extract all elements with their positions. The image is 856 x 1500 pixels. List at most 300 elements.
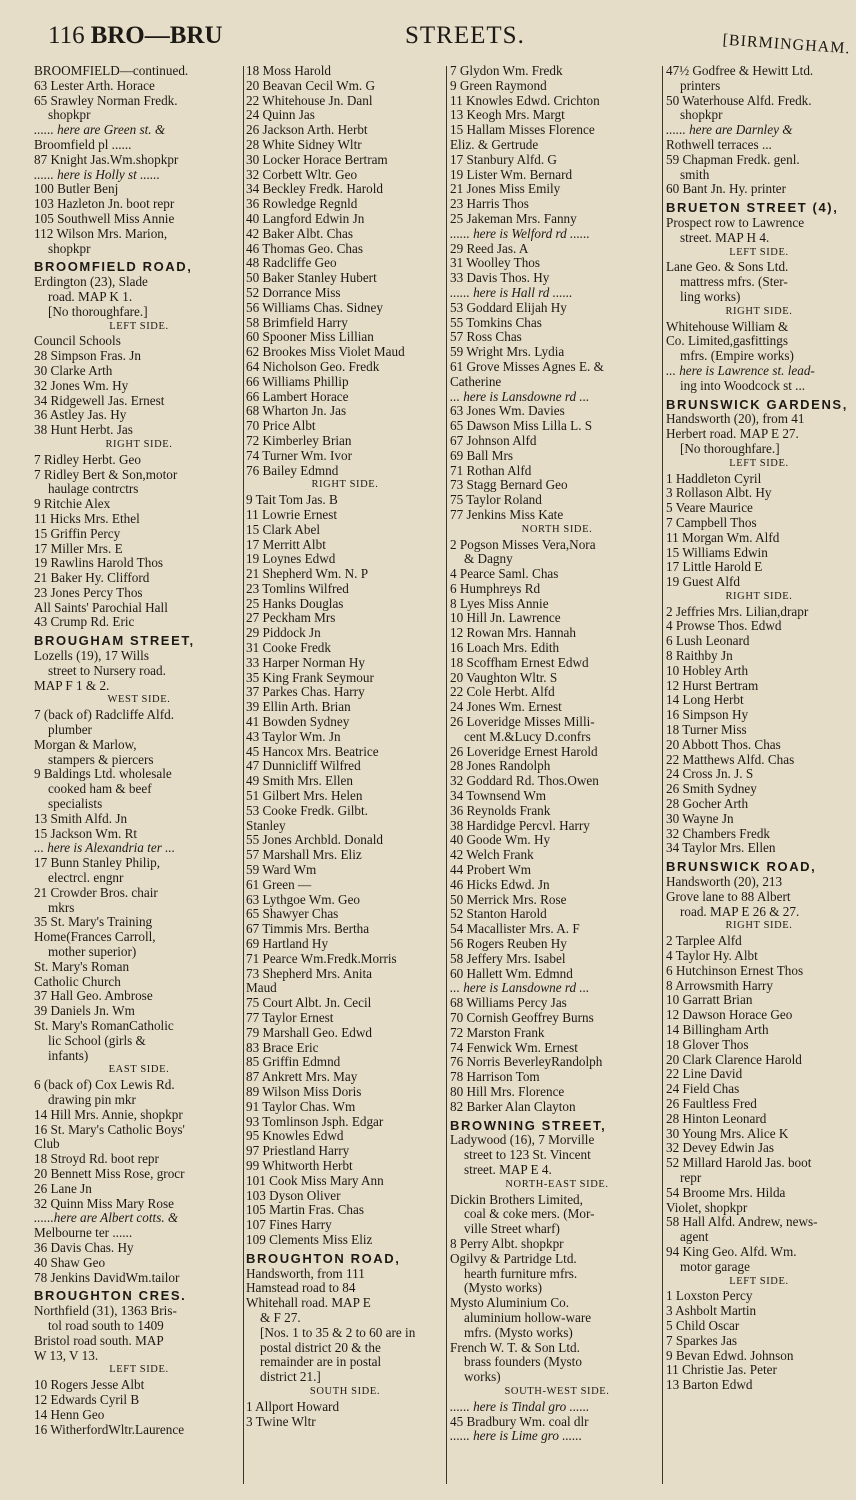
- directory-entry: 32 Quinn Miss Mary Rose: [34, 1196, 174, 1211]
- entry-continuation: ville Street wharf): [464, 1222, 560, 1237]
- directory-entry: 32 Chambers Fredk: [666, 826, 771, 841]
- directory-entry: 40 Shaw Geo: [34, 1255, 106, 1270]
- directory-entry: 32 Devey Edwin Jas: [666, 1141, 775, 1156]
- side-label: NORTH-EAST SIDE.: [505, 1178, 609, 1190]
- directory-entry: 34 Taylor Mrs. Ellen: [666, 841, 776, 856]
- directory-entry: W 13, V 13.: [34, 1348, 99, 1363]
- directory-entry: 50 Baker Stanley Hubert: [246, 271, 377, 286]
- page-number: 116: [48, 22, 85, 49]
- directory-entry: 56 Williams Chas. Sidney: [246, 300, 383, 315]
- directory-entry: 72 Marston Frank: [450, 1025, 545, 1040]
- directory-entry: 22 Cole Herbt. Alfd: [450, 685, 555, 700]
- directory-entry: 15 Hallam Misses Florence: [450, 123, 595, 138]
- entry-continuation: mother superior): [48, 945, 137, 960]
- column-1: [34, 64, 244, 1437]
- entry-continuation: shopkpr: [48, 241, 91, 256]
- directory-entry: 44 Probert Wm: [450, 863, 532, 878]
- directory-entry: 25 Hanks Douglas: [246, 596, 344, 611]
- directory-entry: 1 Loxston Percy: [666, 1289, 753, 1304]
- directory-entry: 50 Merrick Mrs. Rose: [450, 892, 567, 907]
- directory-entry: Hamstead road to 84: [246, 1281, 356, 1296]
- directory-entry: 89 Wilson Miss Doris: [246, 1084, 362, 1099]
- side-label: LEFT SIDE.: [729, 246, 789, 258]
- directory-entry: Melbourne ter ......: [34, 1226, 133, 1241]
- directory-entry: 65 Shawyer Chas: [246, 907, 339, 922]
- directory-entry: 20 Vaughton Wltr. S: [450, 670, 558, 685]
- directory-entry: 103 Hazleton Jn. boot repr: [34, 197, 175, 212]
- street-heading: BRUETON STREET (4),: [666, 201, 839, 216]
- directory-entry: 3 Ashbolt Martin: [666, 1304, 757, 1319]
- directory-entry: 8 Lyes Miss Annie: [450, 596, 549, 611]
- directory-entry: 6 Lush Leonard: [666, 634, 750, 649]
- directory-entry: Morgan & Marlow,: [34, 737, 137, 752]
- entry-continuation: electrcl. engnr: [48, 871, 124, 886]
- directory-entry: 46 Thomas Geo. Chas: [246, 241, 363, 256]
- directory-entry: 8 Arrowsmith Harry: [666, 978, 773, 993]
- directory-entry: Eliz. & Gertrude: [450, 137, 539, 152]
- directory-entry: All Saints' Parochial Hall: [34, 600, 168, 615]
- directory-entry: 15 Griffin Percy: [34, 526, 121, 541]
- directory-entry: 77 Taylor Ernest: [246, 1011, 334, 1025]
- directory-entry: 58 Brimfield Harry: [246, 315, 348, 330]
- directory-entry: 73 Shepherd Mrs. Anita: [246, 966, 373, 981]
- street-heading: BROOMFIELD ROAD,: [34, 260, 193, 275]
- cross-street-note: ...... here is Tindal gro ......: [450, 1399, 590, 1414]
- directory-entry: 17 Stanbury Alfd. G: [450, 152, 557, 167]
- directory-entry: 32 Corbett Wltr. Geo: [246, 167, 358, 182]
- directory-entry: 66 Williams Phillip: [246, 374, 349, 389]
- directory-entry: 22 Whitehouse Jn. Danl: [246, 93, 373, 108]
- directory-entry: 16 Loach Mrs. Edith: [450, 641, 560, 656]
- directory-entry: 11 Christie Jas. Peter: [666, 1363, 777, 1378]
- directory-entry: 70 Price Albt: [246, 419, 316, 434]
- directory-entry: 37 Parkes Chas. Harry: [246, 685, 365, 700]
- directory-entry: 18 Moss Harold: [246, 64, 331, 78]
- directory-entry: 7 (back of) Radcliffe Alfd.: [34, 708, 175, 723]
- directory-entry: 17 Bunn Stanley Philip,: [34, 856, 161, 871]
- directory-entry: 18 Scoffham Ernest Edwd: [450, 655, 589, 670]
- directory-entry: 2 Pogson Misses Vera,Nora: [450, 537, 596, 552]
- directory-entry: 63 Lythgoe Wm. Geo: [246, 892, 361, 907]
- directory-entry: 7 Sparkes Jas: [666, 1333, 738, 1348]
- directory-entry: 23 Tomlins Wilfred: [246, 581, 349, 596]
- directory-entry: 13 Keogh Mrs. Margt: [450, 108, 565, 123]
- directory-entry: 4 Prowse Thos. Edwd: [666, 619, 782, 634]
- directory-entry: Dickin Brothers Limited,: [450, 1192, 583, 1207]
- directory-entry: 31 Cooke Fredk: [246, 641, 331, 656]
- directory-entry: Mysto Aluminium Co.: [450, 1296, 570, 1311]
- directory-entry: Violet, shopkpr: [666, 1200, 748, 1215]
- directory-entry: 38 Hardidge Percvl. Harry: [450, 818, 590, 833]
- directory-entry: 14 Hill Mrs. Annie, shopkpr: [34, 1107, 183, 1122]
- column-4: [666, 64, 852, 1393]
- directory-entry: 9 Green Raymond: [450, 78, 547, 93]
- directory-entry: 35 St. Mary's Training: [34, 915, 153, 930]
- directory-entry: Catherine: [450, 374, 502, 389]
- directory-entry: 7 Ridley Herbt. Geo: [34, 452, 141, 467]
- directory-entry: 29 Reed Jas. A: [450, 241, 529, 256]
- directory-entry: 29 Piddock Jn: [246, 626, 321, 641]
- directory-entry: 37 Hall Geo. Ambrose: [34, 989, 153, 1004]
- directory-entry: 36 Astley Jas. Hy: [34, 408, 127, 423]
- entry-continuation: coal & coke mers. (Mor-: [464, 1207, 595, 1222]
- entry-continuation: drawing pin mkr: [48, 1092, 136, 1107]
- directory-entry: 5 Child Oscar: [666, 1318, 740, 1333]
- directory-entry: 75 Court Albt. Jn. Cecil: [246, 996, 372, 1011]
- directory-entry: Handsworth (20), 213: [666, 875, 783, 890]
- directory-entry: 42 Welch Frank: [450, 848, 534, 863]
- page-range: BRO—BRU: [90, 22, 223, 49]
- directory-entry: 54 Macallister Mrs. A. F: [450, 922, 580, 937]
- directory-entry: 78 Jenkins DavidWm.tailor: [34, 1270, 180, 1285]
- directory-entry: Whitehouse William &: [666, 319, 789, 334]
- directory-entry: 13 Barton Edwd: [666, 1378, 753, 1393]
- directory-entry: 55 Jones Archbld. Donald: [246, 833, 383, 848]
- directory-entry: 16 Simpson Hy: [666, 708, 749, 723]
- entry-continuation: brass founders (Mysto: [464, 1355, 582, 1370]
- directory-entry: 24 Quinn Jas: [246, 108, 315, 123]
- entry-continuation: postal district 20 & the: [260, 1340, 381, 1355]
- directory-entry: Grove lane to 88 Albert: [666, 889, 791, 904]
- directory-entry: 74 Turner Wm. Ivor: [246, 448, 352, 463]
- entry-continuation: aluminium hollow-ware: [464, 1310, 592, 1325]
- directory-entry: 58 Hall Alfd. Andrew, news-: [666, 1215, 818, 1230]
- directory-entry: 107 Fines Harry: [246, 1218, 332, 1233]
- entry-continuation: & Dagny: [464, 552, 513, 567]
- directory-entry: 32 Jones Wm. Hy: [34, 378, 129, 393]
- directory-entry: 25 Jakeman Mrs. Fanny: [450, 211, 577, 226]
- directory-entry: 59 Wright Mrs. Lydia: [450, 345, 565, 360]
- directory-entry: 18 Stroyd Rd. boot repr: [34, 1152, 159, 1167]
- directory-entry: 40 Goode Wm. Hy: [450, 833, 551, 848]
- entry-continuation: ling works): [680, 289, 741, 304]
- directory-entry: Club: [34, 1137, 60, 1152]
- directory-entry: 10 Rogers Jesse Albt: [34, 1378, 145, 1393]
- entry-continuation: haulage contrctrs: [48, 482, 139, 497]
- directory-entry: 12 Dawson Horace Geo: [666, 1008, 793, 1023]
- entry-continuation: mattress mfrs. (Ster-: [680, 275, 788, 290]
- cross-street-note: ... here is Lansdowne rd ...: [450, 389, 590, 404]
- directory-entry: Broomfield pl ......: [34, 137, 132, 152]
- directory-entry: 103 Dyson Oliver: [246, 1188, 341, 1203]
- directory-entry: 16 St. Mary's Catholic Boys': [34, 1122, 185, 1137]
- directory-entry: 40 Langford Edwin Jn: [246, 211, 365, 226]
- directory-entry: 53 Cooke Fredk. Gilbt.: [246, 803, 368, 818]
- directory-entry: 6 (back of) Cox Lewis Rd.: [34, 1078, 175, 1093]
- directory-entry: Lane Geo. & Sons Ltd.: [666, 260, 789, 275]
- directory-entry: 69 Ball Mrs: [450, 448, 514, 463]
- directory-entry: 13 Smith Alfd. Jn: [34, 811, 128, 826]
- entry-continuation: repr: [680, 1170, 702, 1185]
- directory-entry: 105 Martin Fras. Chas: [246, 1203, 364, 1218]
- directory-entry: 9 Bevan Edwd. Johnson: [666, 1348, 794, 1363]
- entry-continuation: street to Nursery road.: [48, 663, 166, 678]
- directory-entry: 49 Smith Mrs. Ellen: [246, 774, 353, 789]
- directory-entry: 43 Taylor Wm. Jn: [246, 729, 341, 744]
- cross-street-note: ...... here is Hall rd ......: [450, 285, 573, 300]
- cross-street-note: ...... here is Welford rd ......: [450, 226, 590, 241]
- entry-continuation: works): [464, 1370, 501, 1385]
- directory-entry: 30 Locker Horace Bertram: [246, 152, 388, 167]
- entry-continuation: agent: [680, 1230, 709, 1245]
- directory-entry: 17 Miller Mrs. E: [34, 541, 123, 556]
- street-heading: BROUGHTON ROAD,: [246, 1251, 401, 1266]
- directory-entry: 1 Haddleton Cyril: [666, 471, 762, 486]
- side-label: SOUTH-WEST SIDE.: [504, 1385, 610, 1397]
- directory-entry: 105 Southwell Miss Annie: [34, 211, 175, 226]
- entry-continuation: street. MAP E 4.: [464, 1162, 552, 1177]
- directory-entry: 101 Cook Miss Mary Ann: [246, 1173, 384, 1188]
- directory-entry: 32 Goddard Rd. Thos.Owen: [450, 774, 599, 789]
- directory-entry: 28 White Sidney Wltr: [246, 137, 362, 152]
- entry-continuation: & F 27.: [260, 1310, 301, 1325]
- directory-entry: 28 Simpson Fras. Jn: [34, 349, 141, 364]
- side-label: LEFT SIDE.: [729, 1275, 789, 1287]
- directory-entry: 36 Rowledge Regnld: [246, 197, 358, 212]
- directory-entry: Northfield (31), 1363 Bris-: [34, 1304, 177, 1319]
- directory-entry: 52 Millard Harold Jas. boot: [666, 1156, 812, 1171]
- directory-entry: Co. Limited,gasfittings: [666, 334, 788, 349]
- directory-entry: 34 Ridgewell Jas. Ernest: [34, 393, 165, 408]
- directory-entry: 12 Edwards Cyril B: [34, 1392, 140, 1407]
- directory-entry: 70 Cornish Geoffrey Burns: [450, 1011, 594, 1025]
- directory-entry: 6 Hutchinson Ernest Thos: [666, 963, 804, 978]
- directory-entry: 77 Jenkins Miss Kate: [450, 507, 564, 522]
- directory-entry: 14 Billingham Arth: [666, 1023, 769, 1037]
- directory-entry: 26 Loveridge Ernest Harold: [450, 744, 598, 759]
- directory-entry: 18 Turner Miss: [666, 723, 747, 738]
- directory-entry: 28 Hinton Leonard: [666, 1111, 767, 1126]
- directory-entry: St. Mary's Roman: [34, 959, 130, 974]
- directory-entry: 43 Crump Rd. Eric: [34, 615, 135, 630]
- directory-entry: 11 Morgan Wm. Alfd: [666, 530, 780, 545]
- directory-entry: 97 Priestland Harry: [246, 1144, 350, 1159]
- entry-continuation: remainder are in postal: [260, 1355, 382, 1370]
- side-label: LEFT SIDE.: [109, 1364, 169, 1376]
- side-label: SOUTH SIDE.: [309, 1385, 381, 1397]
- side-label: LEFT SIDE.: [729, 457, 789, 469]
- directory-entry: 35 King Frank Seymour: [246, 670, 374, 685]
- directory-entry: 58 Jeffery Mrs. Isabel: [450, 951, 566, 966]
- directory-entry: 68 Wharton Jn. Jas: [246, 404, 347, 419]
- directory-entry: 57 Marshall Mrs. Eliz: [246, 848, 362, 863]
- directory-entry: 65 Dawson Miss Lilla L. S: [450, 419, 593, 434]
- directory-entry: 19 Lister Wm. Bernard: [450, 167, 573, 182]
- directory-entry: 71 Pearce Wm.Fredk.Morris: [246, 951, 397, 966]
- directory-entry: 19 Loynes Edwd: [246, 552, 336, 567]
- directory-entry: 46 Hicks Edwd. Jn: [450, 877, 550, 892]
- directory-entry: 21 Shepherd Wm. N. P: [246, 567, 369, 582]
- directory-entry: 61 Grove Misses Agnes E. &: [450, 359, 604, 374]
- directory-entry: 95 Knowles Edwd: [246, 1129, 344, 1144]
- directory-entry: 10 Garratt Brian: [666, 993, 753, 1008]
- directory-entry: MAP F 1 & 2.: [34, 678, 110, 693]
- directory-entry: 18 Glover Thos: [666, 1037, 749, 1052]
- directory-entry: Bristol road south. MAP: [34, 1333, 164, 1348]
- entry-continuation: plumber: [48, 723, 92, 738]
- column-2: [246, 64, 444, 1429]
- directory-entry: 8 Perry Albt. shopkpr: [450, 1236, 564, 1251]
- directory-entry: 22 Line David: [666, 1067, 743, 1082]
- entry-continuation: shopkpr: [48, 108, 91, 123]
- entry-continuation: stampers & piercers: [48, 752, 154, 767]
- directory-entry: 5 Veare Maurice: [666, 501, 753, 516]
- directory-entry: 17 Little Harold E: [666, 560, 763, 575]
- directory-entry: 11 Hicks Mrs. Ethel: [34, 511, 140, 526]
- directory-entry: 4 Pearce Saml. Chas: [450, 567, 559, 582]
- directory-entry: Handsworth (20), from 41: [666, 412, 805, 427]
- column-rule: [446, 66, 447, 1484]
- directory-entry: 60 Spooner Miss Lillian: [246, 330, 374, 345]
- directory-entry: 14 Henn Geo: [34, 1407, 105, 1422]
- side-label: RIGHT SIDE.: [725, 590, 793, 602]
- directory-entry: 7 Ridley Bert & Son,motor: [34, 467, 178, 482]
- directory-entry: 67 Timmis Mrs. Bertha: [246, 922, 370, 937]
- directory-entry: 10 Hobley Arth: [666, 663, 749, 678]
- directory-entry: 34 Beckley Fredk. Harold: [246, 182, 383, 197]
- directory-entry: 17 Merritt Albt: [246, 537, 326, 552]
- directory-entry: 23 Jones Percy Thos: [34, 585, 143, 600]
- directory-entry: 12 Rowan Mrs. Hannah: [450, 626, 576, 641]
- entry-continuation: [Nos. 1 to 35 & 2 to 60 are in: [260, 1325, 416, 1340]
- directory-entry: 15 Jackson Wm. Rt: [34, 826, 138, 841]
- cross-street-note: ...... here are Darnley &: [666, 123, 793, 138]
- directory-entry: 74 Fenwick Wm. Ernest: [450, 1040, 578, 1055]
- directory-entry: Erdington (23), Slade: [34, 275, 148, 290]
- cross-street-note: ...... here are Green st. &: [34, 123, 166, 138]
- directory-entry: 94 King Geo. Alfd. Wm.: [666, 1244, 797, 1259]
- directory-entry: 8 Raithby Jn: [666, 649, 733, 664]
- side-label: NORTH SIDE.: [521, 523, 593, 535]
- directory-entry: 83 Brace Eric: [246, 1040, 319, 1055]
- entry-continuation: road. MAP K 1.: [48, 289, 133, 304]
- entry-continuation: hearth furniture mfrs.: [464, 1266, 578, 1281]
- directory-entry: 42 Baker Albt. Chas: [246, 226, 353, 241]
- directory-entry: 51 Gilbert Mrs. Helen: [246, 789, 363, 804]
- directory-entry: 2 Tarplee Alfd: [666, 934, 742, 949]
- entry-continuation: cent M.&Lucy D.confrs: [464, 729, 591, 744]
- directory-entry: 78 Harrison Tom: [450, 1070, 540, 1085]
- directory-entry: 76 Norris BeverleyRandolph: [450, 1055, 603, 1070]
- directory-entry: 99 Whitworth Herbt: [246, 1158, 353, 1173]
- directory-entry: French W. T. & Son Ltd.: [450, 1340, 580, 1355]
- directory-entry: 47½ Godfree & Hewitt Ltd.: [666, 64, 814, 78]
- directory-entry: 20 Beavan Cecil Wm. G: [246, 78, 376, 93]
- directory-entry: 38 Hunt Herbt. Jas: [34, 423, 133, 438]
- directory-entry: 57 Ross Chas: [450, 330, 522, 345]
- directory-entry: Handsworth, from 111: [246, 1266, 365, 1281]
- cross-street-note: ... here is Alexandria ter ...: [34, 841, 176, 856]
- directory-entry: 63 Lester Arth. Horace: [34, 78, 155, 93]
- cross-street-note: ...... here is Holly st ......: [34, 167, 160, 182]
- directory-entry: 63 Jones Wm. Davies: [450, 404, 565, 419]
- entry-continuation: shopkpr: [680, 108, 723, 123]
- cross-street-note: ... here is Lawrence st. lead-: [666, 363, 815, 378]
- entry-continuation: motor garage: [680, 1259, 750, 1274]
- directory-entry: 26 Smith Sydney: [666, 782, 757, 797]
- cross-street-note: ...... here is Lime gro ......: [450, 1429, 582, 1444]
- directory-entry: 9 Baldings Ltd. wholesale: [34, 767, 172, 782]
- page-header-left: [48, 22, 223, 54]
- entry-continuation: specialists: [48, 797, 103, 812]
- directory-entry: 80 Hill Mrs. Florence: [450, 1084, 565, 1099]
- entry-continuation: smith: [680, 167, 710, 182]
- directory-entry: 61 Green —: [246, 877, 312, 892]
- directory-entry: 87 Knight Jas.Wm.shopkpr: [34, 152, 179, 167]
- entry-continuation: street. MAP H 4.: [680, 230, 770, 245]
- directory-entry: 45 Bradbury Wm. coal dlr: [450, 1414, 589, 1429]
- directory-entry: 20 Abbott Thos. Chas: [666, 737, 781, 752]
- directory-entry: 109 Clements Miss Eliz: [246, 1232, 373, 1247]
- street-heading: BROUGHTON CRES.: [34, 1289, 187, 1304]
- entry-continuation: (Mysto works): [464, 1281, 543, 1296]
- street-heading: BROWNING STREET,: [450, 1118, 607, 1133]
- directory-entry: 9 Ritchie Alex: [34, 497, 111, 512]
- side-label: RIGHT SIDE.: [105, 438, 173, 450]
- directory-entry: 21 Baker Hy. Clifford: [34, 571, 150, 586]
- directory-entry: Herbert road. MAP E 27.: [666, 427, 799, 442]
- directory-entry: 47 Dunnicliff Wilfred: [246, 759, 361, 774]
- directory-entry: 11 Knowles Edwd. Crichton: [450, 93, 600, 108]
- directory-entry: Ladywood (16), 7 Morville: [450, 1133, 595, 1148]
- directory-entry: 54 Broome Mrs. Hilda: [666, 1185, 786, 1200]
- entry-continuation: mfrs. (Empire works): [680, 349, 794, 364]
- city-label: [BIRMINGHAM.: [722, 31, 851, 58]
- directory-entry: 21 Crowder Bros. chair: [34, 885, 158, 900]
- directory-entry: 62 Brookes Miss Violet Maud: [246, 345, 405, 360]
- directory-entry: 41 Bowden Sydney: [246, 715, 350, 730]
- directory-entry: 71 Rothan Alfd: [450, 463, 532, 478]
- directory-entry: 48 Radcliffe Geo: [246, 256, 337, 271]
- entry-continuation: mkrs: [48, 900, 75, 915]
- directory-entry: 112 Wilson Mrs. Marion,: [34, 226, 168, 241]
- side-label: RIGHT SIDE.: [311, 479, 379, 491]
- directory-entry: 65 Srawley Norman Fredk.: [34, 93, 178, 108]
- directory-entry: St. Mary's RomanCatholic: [34, 1019, 174, 1033]
- directory-entry: 69 Hartland Hy: [246, 937, 329, 952]
- directory-entry: Catholic Church: [34, 974, 121, 989]
- directory-entry: 36 Reynolds Frank: [450, 803, 551, 818]
- directory-entry: 26 Faultless Fred: [666, 1096, 757, 1111]
- directory-entry: Prospect row to Lawrence: [666, 215, 805, 230]
- side-label: LEFT SIDE.: [109, 320, 169, 332]
- directory-entry: 45 Hancox Mrs. Beatrice: [246, 744, 379, 759]
- entry-continuation: printers: [680, 78, 721, 93]
- directory-entry: 75 Taylor Roland: [450, 493, 542, 508]
- side-label: WEST SIDE.: [107, 694, 171, 706]
- directory-entry: 39 Daniels Jn. Wm: [34, 1004, 135, 1019]
- directory-entry: 100 Butler Benj: [34, 182, 119, 197]
- directory-entry: 55 Tomkins Chas: [450, 315, 542, 330]
- directory-entry: 66 Lambert Horace: [246, 389, 349, 404]
- side-label: RIGHT SIDE.: [725, 920, 793, 932]
- directory-entry: 34 Townsend Wm: [450, 789, 547, 804]
- directory-entry: 82 Barker Alan Clayton: [450, 1099, 576, 1114]
- directory-entry: 24 Jones Wm. Ernest: [450, 700, 562, 715]
- directory-entry: 11 Lowrie Ernest: [246, 507, 338, 522]
- directory-entry: 30 Clarke Arth: [34, 363, 113, 378]
- directory-entry: 20 Bennett Miss Rose, grocr: [34, 1166, 185, 1181]
- entry-continuation: cooked ham & beef: [48, 782, 152, 797]
- directory-entry: Rothwell terraces ...: [666, 137, 772, 152]
- entry-continuation: ing into Woodcock st ...: [680, 378, 806, 393]
- directory-entry: Stanley: [246, 818, 286, 833]
- directory-entry: Maud: [246, 981, 277, 996]
- street-heading: BROUGHAM STREET,: [34, 634, 195, 649]
- directory-entry: 1 Allport Howard: [246, 1399, 340, 1414]
- directory-entry: 14 Long Herbt: [666, 693, 744, 708]
- directory-entry: 33 Davis Thos. Hy: [450, 271, 550, 286]
